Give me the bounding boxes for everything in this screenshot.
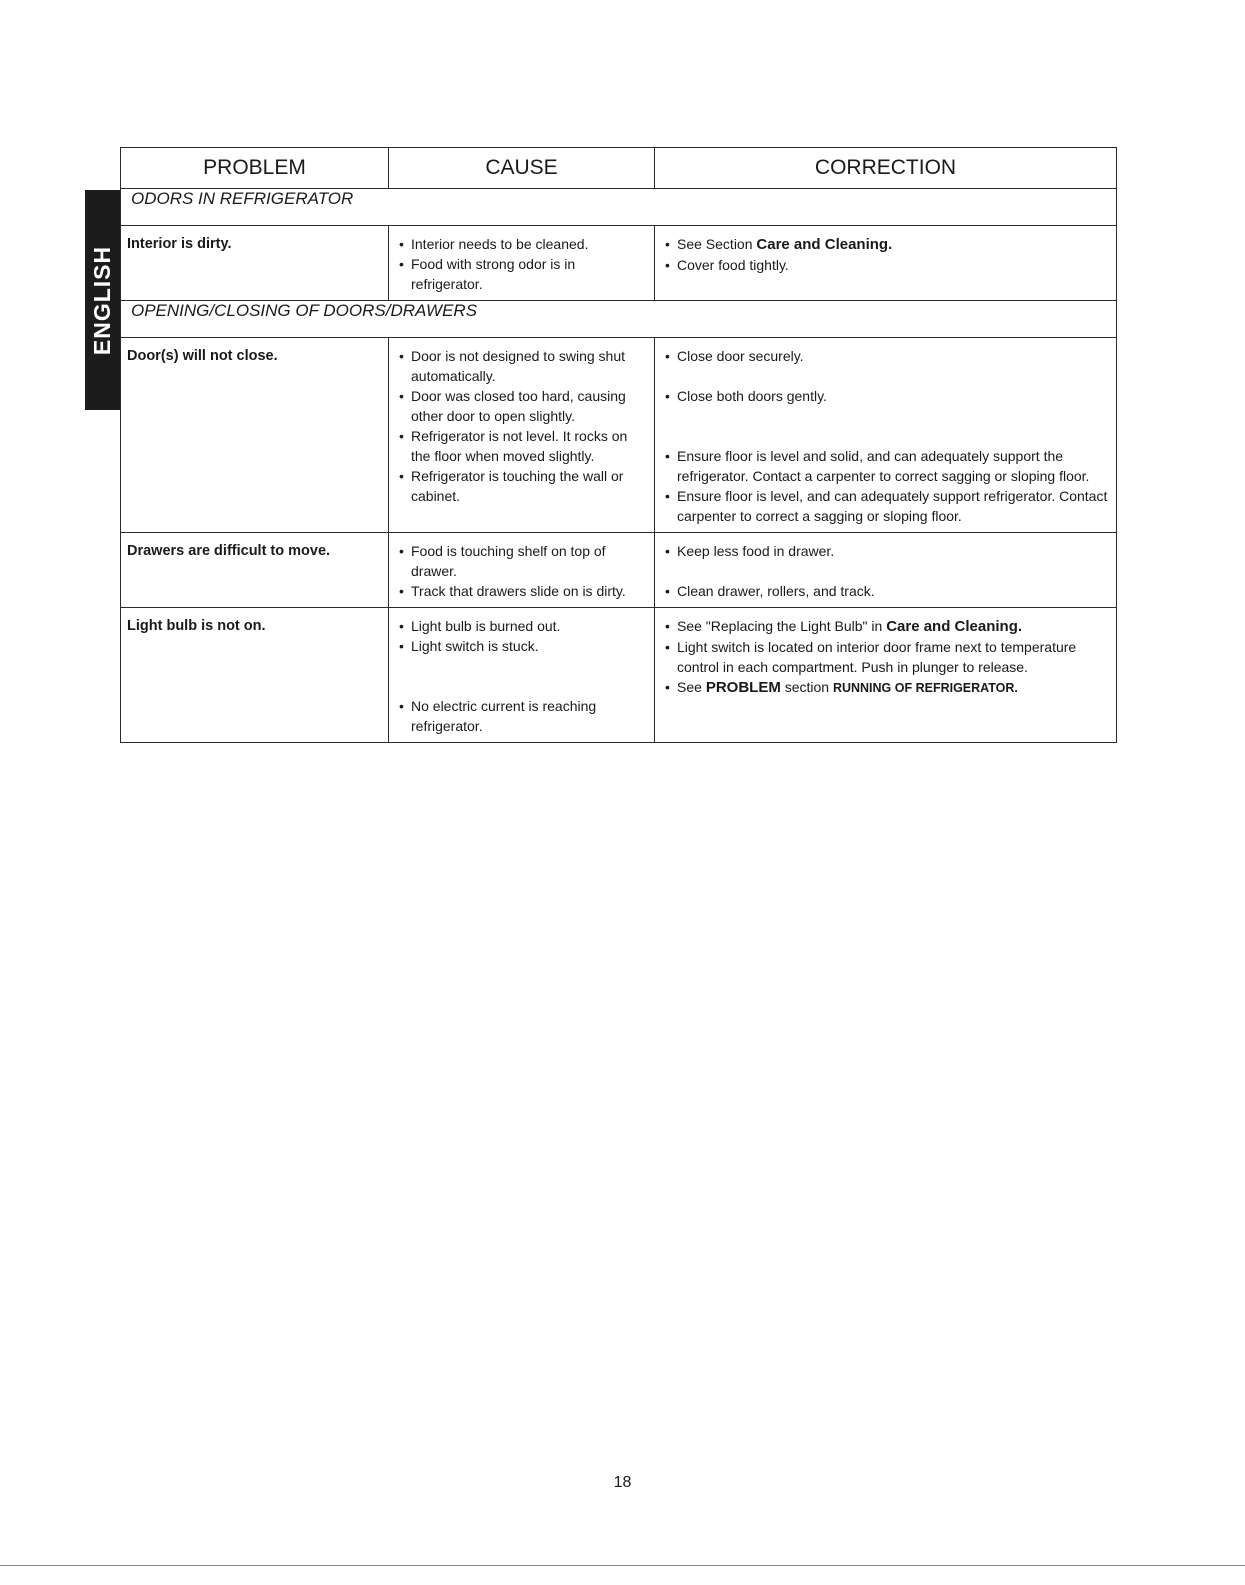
cause-item: • Refrigerator is not level. It rocks on the floor when moved slightly. bbox=[397, 426, 648, 466]
cause-item: • Door is not designed to swing shut automatically. bbox=[397, 346, 648, 386]
correction-item: • Cover food tightly. bbox=[663, 255, 1110, 275]
cause-cell bbox=[389, 608, 655, 743]
cause-item: • Door was closed too hard, causing other door to open slightly. bbox=[397, 386, 648, 426]
problem-cell: Drawers are difficult to move. bbox=[121, 533, 389, 608]
language-tab bbox=[85, 190, 121, 410]
correction-item: • See "Replacing the Light Bulb" in Care and Cleaning. bbox=[663, 616, 1110, 637]
section-row bbox=[121, 301, 1117, 338]
cause-cell bbox=[389, 338, 655, 533]
correction-item: • See Section Care and Cleaning. bbox=[663, 234, 1110, 255]
section-title: ODORS IN REFRIGERATOR bbox=[121, 189, 1117, 226]
problem-cell: Interior is dirty. bbox=[121, 226, 389, 301]
correction-item: • Clean drawer, rollers, and track. bbox=[663, 581, 1110, 601]
section-title: OPENING/CLOSING OF DOORS/DRAWERS bbox=[121, 301, 1117, 338]
cause-item: • No electric current is reaching refrigerator. bbox=[397, 696, 648, 736]
page-edge-line bbox=[0, 1565, 1245, 1566]
header-correction: CORRECTION bbox=[655, 148, 1117, 189]
table-row bbox=[121, 608, 1117, 743]
table-row bbox=[121, 533, 1117, 608]
correction-item: • See PROBLEM section RUNNING OF REFRIGERATOR. bbox=[663, 677, 1110, 698]
cause-item: • Light bulb is burned out. bbox=[397, 616, 648, 636]
correction-item: • Close door securely. bbox=[663, 346, 1110, 366]
header-problem: PROBLEM bbox=[121, 148, 389, 189]
cause-item: • Refrigerator is touching the wall or cabinet. bbox=[397, 466, 648, 506]
correction-cell bbox=[655, 533, 1117, 608]
correction-cell bbox=[655, 608, 1117, 743]
problem-cell: Light bulb is not on. bbox=[121, 608, 389, 743]
page-number: 18 bbox=[613, 1474, 632, 1491]
table-header-row bbox=[121, 148, 1117, 189]
correction-item: • Keep less food in drawer. bbox=[663, 541, 1110, 561]
correction-cell bbox=[655, 338, 1117, 533]
cause-item: • Food is touching shelf on top of drawer. bbox=[397, 541, 648, 581]
correction-item: • Close both doors gently. bbox=[663, 386, 1110, 406]
troubleshooting-table bbox=[120, 147, 1117, 743]
correction-item: • Light switch is located on interior door frame next to temperature control in each compartment. Push in plunger to release. bbox=[663, 637, 1110, 677]
problem-cell: Door(s) will not close. bbox=[121, 338, 389, 533]
language-tab-label: ENGLISH bbox=[89, 245, 116, 355]
table-row bbox=[121, 338, 1117, 533]
header-cause: CAUSE bbox=[389, 148, 655, 189]
correction-item: • Ensure floor is level, and can adequately support refrigerator. Contact carpenter to correct a sagging or sloping floor. bbox=[663, 486, 1110, 526]
cause-cell bbox=[389, 226, 655, 301]
correction-item: • Ensure floor is level and solid, and can adequately support the refrigerator. Contact a carpenter to correct sagging or sloping floor. bbox=[663, 446, 1110, 486]
cause-cell bbox=[389, 533, 655, 608]
cause-item: • Food with strong odor is in refrigerator. bbox=[397, 254, 648, 294]
cause-item: • Track that drawers slide on is dirty. bbox=[397, 581, 648, 601]
correction-cell bbox=[655, 226, 1117, 301]
cause-item: • Light switch is stuck. bbox=[397, 636, 648, 656]
section-row bbox=[121, 189, 1117, 226]
cause-item: • Interior needs to be cleaned. bbox=[397, 234, 648, 254]
table-row bbox=[121, 226, 1117, 301]
